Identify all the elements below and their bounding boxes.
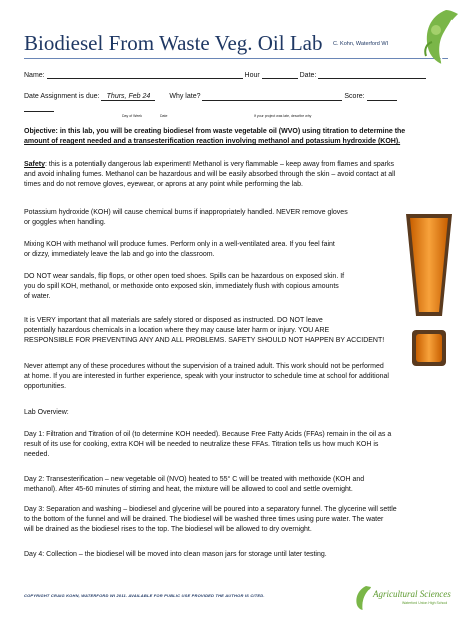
safety-line: times and do not remove gloves, eyewear, or aprons at any point while performing the lab. (24, 181, 303, 188)
name-field[interactable] (47, 70, 243, 79)
objective-text: in this lab, you will be creating biodiesel from waste vegetable oil (WVO) using titration to determine the (59, 128, 406, 135)
exclamation-warning-icon (402, 212, 456, 370)
score-field-extra[interactable] (24, 103, 54, 112)
title-rule (24, 58, 448, 59)
why-late-field[interactable] (202, 92, 342, 101)
paragraph-koh-burns: Potassium hydroxide (KOH) will cause chemical burns if inappropriately handled. NEVER remove gloves or goggles when handling. (24, 209, 348, 226)
small-leaf-icon (354, 585, 372, 611)
author-credit: C. Kohn, Waterford WI (333, 41, 389, 47)
why-late-label: Why late? (169, 93, 201, 100)
date-field[interactable] (318, 70, 426, 79)
logo-subtitle: Waterford Union High School (402, 601, 448, 605)
page-title: Biodiesel From Waste Veg. Oil Lab (24, 31, 323, 55)
safety-label: Safety (24, 161, 46, 168)
paragraph-storage: It is VERY important that all materials are safely stored or disposed as instructed. DO NOT leave potentially hazardous chemicals in a location where they may cause later harm or injury. YOU ARE RESPONSIBLE FOR PREVENTING ANY AND ALL PROBLEMS. SAFETY SHOULD NOT HAPPEN BY ACCIDENT! (24, 317, 385, 344)
objective-text-2: amount of reagent needed and a transesterification reaction involving methanol and potassium hydroxide (KOH). (24, 138, 401, 145)
day-of-week-note: Day of Week (122, 114, 142, 118)
date-note: Date (160, 114, 168, 118)
overview-day-1: Day 1: Filtration and Titration of oil (to determine KOH needed). Because Free Fatty Acids (FFAs) remain in the oil as a result of its use for cooking, extra KOH will be needed to neutralize these FFAs. Titration tells us how much KOH is needed. (24, 431, 392, 458)
leaf-logo-icon (416, 6, 460, 66)
objective-label: Objective: (24, 128, 58, 135)
due-date-field[interactable]: Thurs, Feb 24 (101, 93, 155, 101)
overview-day-3: Day 3: Separation and washing – biodiesel and glycerine will be poured into a separatory funnel. The glycerine will settle to the bottom of the funnel and will be drained. The biodiesel will be washed three times using pure water. The water will be drained as the biodiesel rises to the top. The biodiesel will be allowed to dry overnight. (24, 506, 397, 533)
date-label: Date: (299, 72, 317, 79)
safety-line: : this is a potentially dangerous lab experiment! Methanol is very flammable – keep away from flames and sparks (45, 161, 395, 168)
due-row (24, 92, 397, 101)
hour-field[interactable] (262, 70, 298, 79)
assignment-label: Date Assignment is due: (24, 93, 100, 100)
late-note: If your project was late, describe why (254, 114, 312, 118)
overview-heading: Lab Overview: (24, 409, 69, 416)
objective-paragraph (24, 127, 454, 147)
safety-line: and avoid inhaling fumes. Methanol can be hazardous and will be easily absorbed through the skin – avoid contact at all (24, 171, 396, 178)
hour-label: Hour (244, 72, 260, 79)
overview-day-4: Day 4: Collection – the biodiesel will be moved into clean mason jars for storage until later testing. (24, 551, 327, 558)
name-row (24, 70, 426, 79)
paragraph-fumes: Mixing KOH with methanol will produce fumes. Perform only in a well-ventilated area. If you feel faint or dizzy, immediately leave the lab and go into the classroom. (24, 241, 335, 258)
name-label: Name: (24, 72, 45, 79)
overview-day-2: Day 2: Transesterification – new vegetable oil (NVO) heated to 55° C will be treated with methoxide (KOH and methanol). After 45-60 minutes of stirring and heat, the mixture will be allowed to cool and settle overnight. (24, 476, 365, 493)
score-label: Score: (344, 93, 365, 100)
agricultural-sciences-logo (354, 583, 464, 613)
score-continuation (24, 103, 54, 112)
safety-paragraph (24, 160, 454, 190)
paragraph-supervision: Never attempt any of these procedures without the supervision of a trained adult. This work should not be performed at home. If you are interested in further experience, speak with your instructor to schedule time at school for additional opportunities. (24, 363, 389, 390)
copyright-footer: COPYRIGHT CRAIG KOHN, WATERFORD WI 2011. AVAILABLE FOR PUBLIC USE PROVIDED THE AUTHOR IS CITED. (24, 593, 265, 598)
logo-title: Agricultural Sciences (373, 589, 451, 599)
paragraph-shoes: DO NOT wear sandals, flip flops, or other open toed shoes. Spills can be hazardous on exposed skin. If you do spill KOH, methanol, or methoxide onto exposed skin, immediately flush with copious amounts of water. (24, 273, 345, 300)
score-field[interactable] (367, 92, 397, 101)
